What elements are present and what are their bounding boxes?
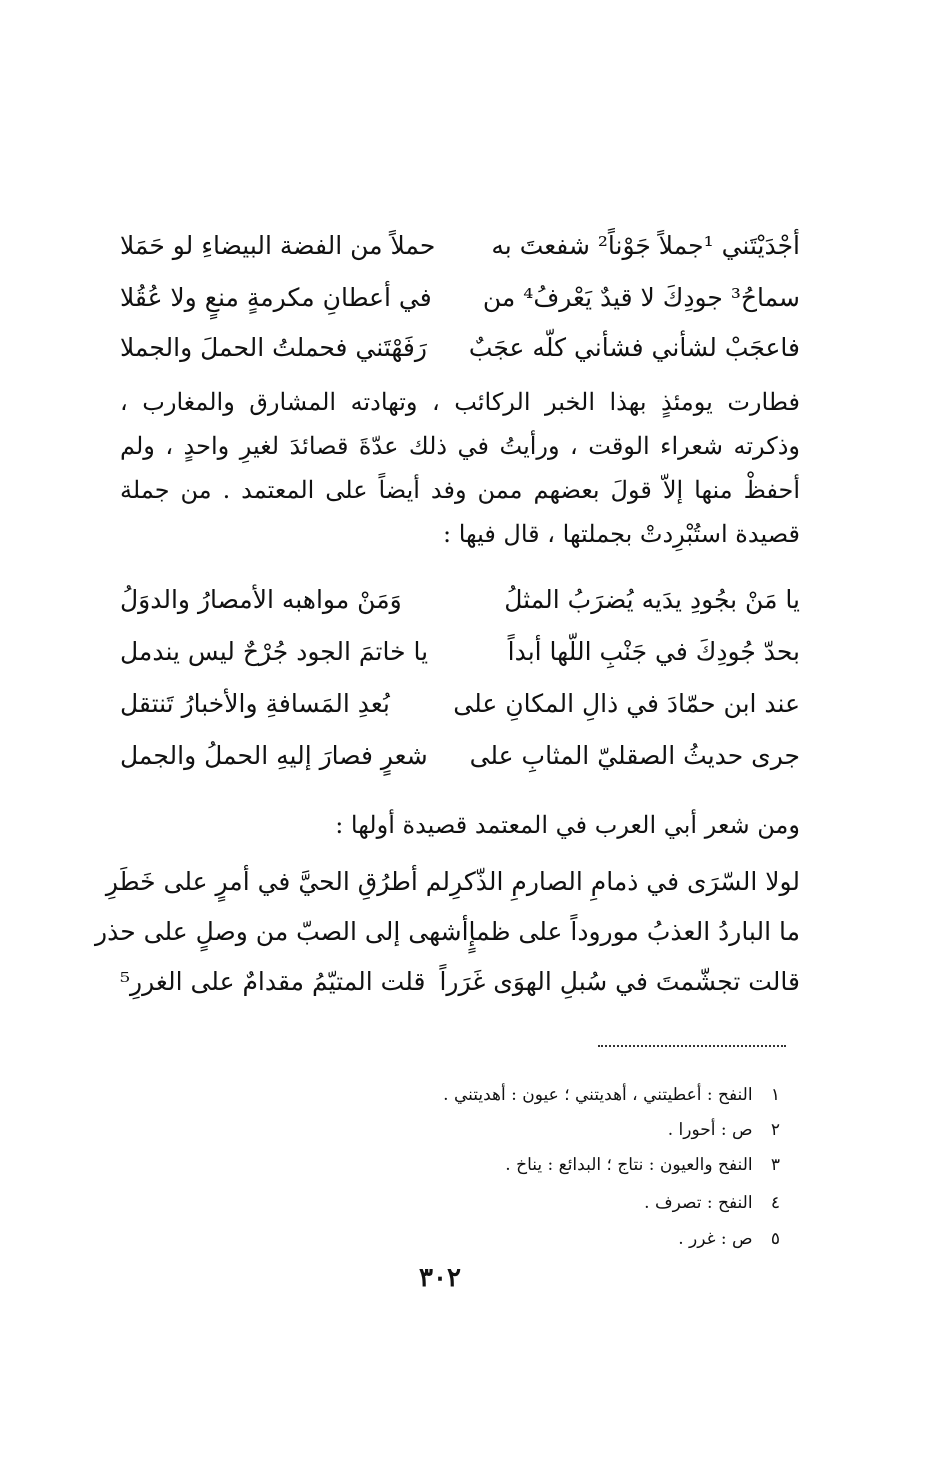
footnote-text: النفح والعيون : نتاج ؛ البدائع : يناخ . — [505, 1155, 753, 1175]
verse-second-hemistich: وَمَنْ مواهبه الأمصارُ والدوَلُ — [120, 585, 402, 614]
footnote — [360, 1152, 780, 1178]
footnote-text: ص : أحورا . — [667, 1120, 753, 1140]
verse-first-hemistich: يا مَنْ بجُودِ يدَيه يُضرَبُ المثلُ — [504, 585, 800, 614]
footnote — [360, 1117, 780, 1143]
poem2-verse — [120, 580, 800, 620]
poem2-verse — [120, 736, 800, 776]
verse-first-hemistich: لولا السّرَى في ذمامِ الصارمِ الذّكرِ — [450, 867, 800, 896]
page-number: ٣٠٢ — [419, 1263, 461, 1293]
footnote-text: ص : غرر . — [678, 1229, 753, 1249]
footnote — [360, 1190, 780, 1216]
verse-second-hemistich: في أعطانِ مكرمةٍ منعٍ ولا عُقُلا — [120, 283, 432, 312]
footnote-number: ٥ — [770, 1229, 780, 1249]
poem3-intro: ومن شعر أبي العرب في المعتمد قصيدة أولها : — [335, 811, 800, 839]
footnote-text: النفح : أعطيتني ، أهديتني ؛ عيون : أهديتني . — [443, 1085, 753, 1105]
verse-second-hemistich: شعرٍ فصارَ إليهِ الحملُ والجمل — [120, 741, 428, 770]
poem3-verse — [120, 962, 800, 1002]
poem1-verse — [120, 226, 800, 266]
prose-text: فطارت يومئذٍ بهذا الخبر الركائب ، وتهادته المشارق والمغارب ، وذكرته شعراء الوقت ، ورأيتُ في ذلك عدّةَ قصائدَ لغيرِ واحدٍ ، ولم أحفظْ منها إلاّ قولَ بعضهم ممن وفد أيضاً على المعتمد . من جملة قصيدة استُبْرِدتْ بجملتها ، قال فيها : — [120, 388, 800, 548]
poem1-verse — [120, 328, 800, 368]
footnote — [360, 1226, 780, 1252]
verse-first-hemistich: بحدّ جُودِكَ في جَنْبِ اللّها أبداً — [507, 637, 800, 666]
verse-second-hemistich: قلت المتيّمُ مقدامٌ على الغررِ⁵ — [120, 967, 426, 996]
poem3-verse — [105, 862, 800, 902]
footnote — [360, 1082, 780, 1108]
verse-second-hemistich: رَفَهْتَني فحملتُ الحملَ والجملا — [120, 333, 427, 362]
footnote-text: النفح : تصرف . — [644, 1193, 753, 1213]
verse-second-hemistich: بُعدِ المَسافةِ والأخبارُ تَنتقل — [120, 689, 390, 718]
footnote-divider — [598, 1045, 786, 1047]
verse-second-hemistich: حملاً من الفضة البيضاءِ لو حَمَلا — [120, 231, 436, 260]
prose-paragraph — [120, 380, 800, 556]
footnote-number: ١ — [770, 1085, 780, 1105]
verse-first-hemistich: ما الباردُ العذبُ موروداً على ظمإٍ — [468, 917, 800, 946]
poem1-verse — [120, 278, 800, 318]
verse-first-hemistich: أجْدَيْتَني ¹جملاً جَوْناً² شفعتَ به — [491, 231, 800, 260]
footnote-number: ٣ — [770, 1155, 780, 1175]
poem2-verse — [120, 632, 800, 672]
poem2-verse — [120, 684, 800, 724]
verse-first-hemistich: سماحُ³ جودِكَ لا قيدٌ يَعْرفُ⁴ من — [482, 283, 800, 312]
verse-second-hemistich: أشهى إلى الصبّ من وصلٍ على حذر — [95, 917, 469, 946]
verse-first-hemistich: عند ابن حمّادَ في ذالِ المكانِ على — [453, 689, 800, 718]
verse-second-hemistich: يا خاتمَ الجود جُرْحٌ ليس يندمل — [120, 637, 429, 666]
verse-first-hemistich: قالت تجشّمتَ في سُبلِ الهوَى غَرَراً — [439, 967, 800, 996]
verse-first-hemistich: فاعجَبْ لشأني فشأني كلّه عجَبٌ — [468, 333, 800, 362]
poem3-verse — [95, 912, 800, 952]
footnote-number: ٤ — [770, 1193, 780, 1213]
verse-second-hemistich: لم أطرُقِ الحيَّ في أمرٍ على خَطَرِ — [105, 867, 451, 896]
footnote-number: ٢ — [770, 1120, 780, 1140]
verse-first-hemistich: جرى حديثُ الصقليّ المثابِ على — [469, 741, 800, 770]
